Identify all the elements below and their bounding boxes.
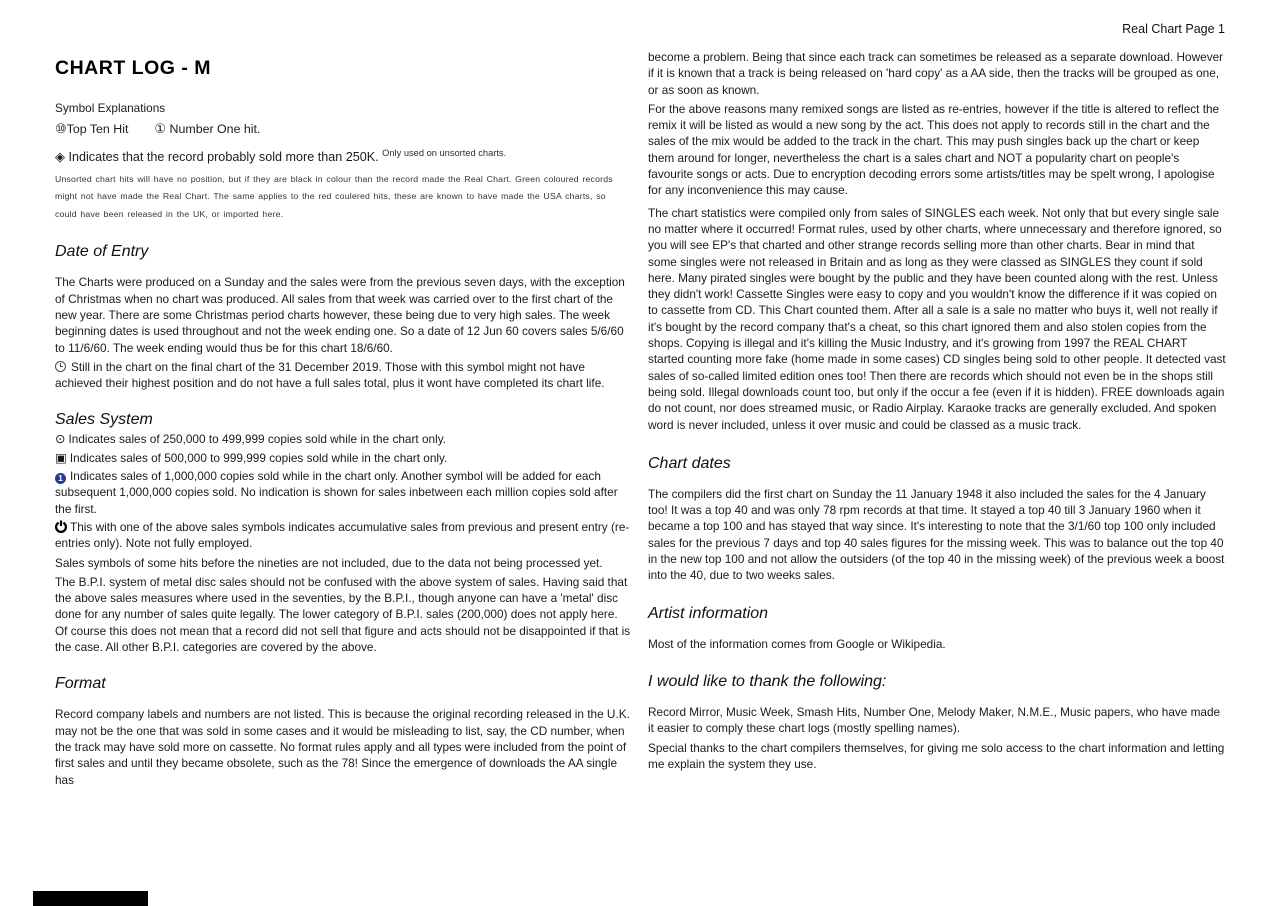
clock-icon: [55, 361, 66, 372]
sales-bullet-accumulative: [55, 519, 633, 552]
clock-note: [55, 359, 633, 392]
right-column: [648, 0, 1226, 772]
sales-note: Sales symbols of some hits before the nineties are not included, due to the data not being processed yet.: [55, 555, 603, 570]
bullet-text: This with one of the above sales symbols indicates accumulative sales from previous and present entry (re-entries only). Note not fully employed.: [55, 519, 630, 551]
fine-print: Unsorted chart hits will have no position, but if they are black in colour than the record made the Real Chart. Green coloured records might not have made the Real Chart. The same applies to the red coulered hits, these are known to have made the USA charts, so could have been released in the UK, or imported here.: [55, 173, 613, 219]
sales-bullet-quarter-million: [55, 431, 633, 447]
date-of-entry-heading: Date of Entry: [55, 243, 149, 261]
symbol-explanations-heading: Symbol Explanations: [55, 101, 166, 115]
format-heading: Format: [55, 675, 106, 693]
quarter-million-icon: ⊙: [55, 432, 66, 447]
artist-information-heading: Artist information: [648, 604, 769, 622]
bullet-text: Indicates sales of 250,000 to 499,999 copies sold while in the chart only.: [68, 432, 447, 447]
thanks-paragraph-1: Record Mirror, Music Week, Smash Hits, Number One, Melody Maker, N.M.E., Music papers, who have made it easier to comply these chart logs (mostly spelling names).: [648, 704, 1221, 736]
format-body: Record company labels and numbers are not listed. This is because the original recording released in the U.K. may not be the one that was sold in some cases and it would be misleading to list, say, the CD number, when the track may have sold more on cassette. No format rules apply and all types were included from the point of first sales and until they became obsolete, such as the 78! Since the emergence of downloads the AA single has: [55, 707, 630, 787]
chart-dates-heading: Chart dates: [648, 454, 731, 472]
chart-statistics-paragraph: The chart statistics were compiled only from sales of SINGLES each week. Not only that but every single sale no matter where it occurred! Format rules, used by other charts, where unnecessary and therefore ignored, so you will see EP's that charted and other strange records selling more than other charts. Bear in mind that some singles were not released in Britain and as long as they were classed as SINGLES they count if sold here. Many pirated singles were bought by the public and they have been counted along with the rest. Unless they didn't work! Cassette Singles were easy to copy and you wouldn't know the difference if it was copied on to cassette from CD. This Chart counted them. After all a sale is a sale no matter who buys it, well not really if it's bought by the record company that's a cheat, so this chart ignored them and also stolen copies from the shops. Copying is illegal and it's killing the Music Industry, and it's growing from 1997 the REAL CHART started counting more fake (home made in some cases) CD singles being sold to other people. It detected vast sales of so-called limited edition ones too! Then there are records which should not even be in the shops still being sold. Illegal downloads count too, but only if the occur a fee (even if it is hidden). FREE downloads again do not count, nor does streamed music, or Radio Airplay. Karaoke tracks are generally excluded. And spoken word is never included, unless it over music and could be classed as a music track.: [648, 205, 1226, 432]
million-icon: 1: [55, 473, 66, 484]
half-million-icon: ▣: [55, 450, 67, 465]
bottom-bar: [33, 891, 148, 906]
power-icon: [55, 520, 67, 533]
bullet-text: Indicates sales of 500,000 to 999,999 copies sold while in the chart only.: [69, 450, 448, 465]
thanks-paragraph-2: Special thanks to the chart compilers themselves, for giving me solo access to the chart information and letting me explain the system they use.: [648, 740, 1225, 771]
bullet-text: Indicates sales of 1,000,000 copies sold while in the chart only. Another symbol will be added for each subsequent 1,000,000 copies sold. No indication is shown for sales inbetween each million copies sold after the first.: [55, 469, 618, 516]
diamond-icon: ◈: [55, 148, 65, 164]
page-label: Real Chart Page 1: [1122, 22, 1225, 36]
chart-dates-body: The compilers did the first chart on Sunday the 11 January 1948 it also included the sales for the 4 January too! It was a top 40 and was only 78 rpm records at that time. It stayed a top 40 till 3 January 1960 when it became a top 100 and has stayed that way since. It's interesting to note that the 3/1/60 top 100 only included sales for the previous 7 days and top 40 sales figures for the missing week. This was to balance out the top 40 in the new top 100 and not allow the outsiders (of the top 40 in the missing week) of the previous week a boost into the 40, due to two weeks sales.: [648, 486, 1225, 583]
date-of-entry-body: The Charts were produced on a Sunday and the sales were from the previous seven days, with the exception of Christmas when no chart was produced. All sales from that week was carried over to the first chart of the new year. There are some Christmas period charts however, these being due to very high sales. The week beginning dates is used throughout and not the week ending one. So a date of 12 Jun 60 covers sales 5/6/60 to 11/6/60. The week ending would thus be for this chart 18/6/60.: [55, 275, 625, 355]
top-ten-label: Top Ten Hit: [66, 122, 129, 137]
number-one-label: Number One hit.: [169, 122, 261, 137]
diamond-note: Only used on unsorted charts.: [382, 147, 507, 158]
left-column: [55, 0, 633, 788]
sales-system-heading: Sales System: [55, 411, 153, 429]
thanks-heading: I would like to thank the following:: [648, 672, 887, 690]
diamond-text: Indicates that the record probably sold more than 250K.: [68, 149, 379, 164]
page-title: CHART LOG - M: [55, 57, 211, 79]
sales-bullet-million: [55, 468, 633, 517]
artist-information-body: Most of the information comes from Google or Wikipedia.: [648, 636, 946, 651]
diamond-legend-line: [55, 145, 633, 165]
continuation-paragraph-1: become a problem. Being that since each track can sometimes be released as a separate download. However if it is known that a track is being released on 'hard copy' as a AA side, then the tracks will be grouped as one, or as soon as known.: [648, 50, 1224, 97]
number-one-icon: ①: [154, 121, 167, 137]
symbol-legend-line: [55, 121, 633, 137]
sales-bullet-half-million: [55, 450, 633, 466]
bpi-paragraph: The B.P.I. system of metal disc sales should not be confused with the above system of sales. Having said that the above sales measures where used in the seventies, by the B.P.I., though anyone can have a 'metal' disc done for any number of sales quite legally. The lower category of B.P.I. sales (200,000) does not apply here. Of course this does not mean that a record did not sell that figure and acts should not be disappointed if that is the case. All other B.P.I. categories are covered by the above.: [55, 574, 631, 655]
top-ten-icon: ⑩: [55, 121, 67, 137]
clock-note-text: Still in the chart on the final chart of the 31 December 2019. Those with this symbol might not have achieved their highest position and do not have a full sales total, plus it wont have completed its chart life.: [55, 359, 605, 391]
remix-paragraph: For the above reasons many remixed songs are listed as re-entries, however if the title is altered to reflect the remix it will be listed as would a new song by the act. This does not apply to records still in the chart and the sales of the mix would be added to the track in the chart. This may push singles back up the chart or keep them around for longer, nevertheless the chart is a sales chart and NOT a popularity chart on people's favourite songs or acts. Due to encryption decoding errors some artists/titles may be spelt wrong, I apologise for any inconvenience this may cause.: [648, 101, 1220, 198]
